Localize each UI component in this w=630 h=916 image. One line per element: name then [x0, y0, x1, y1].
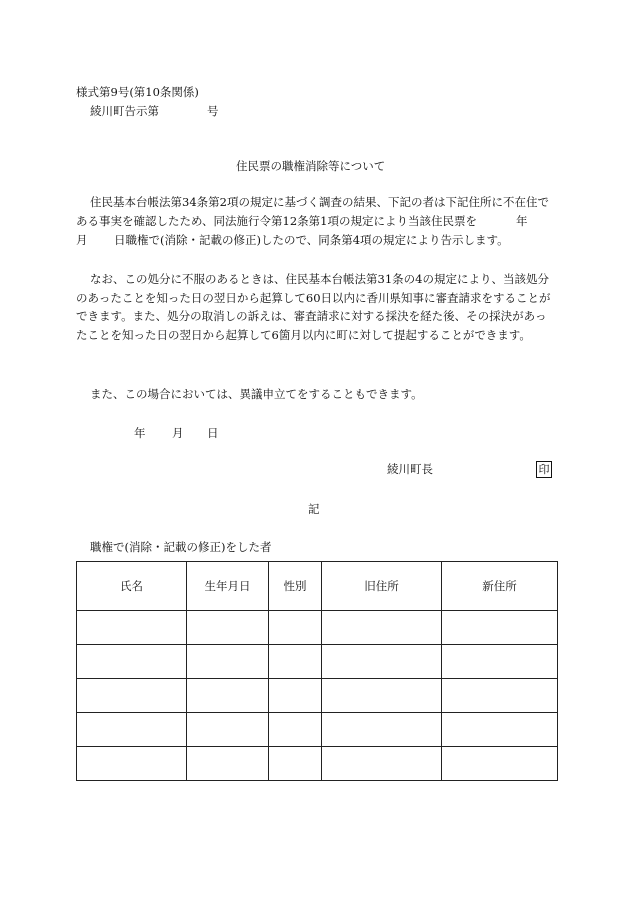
paragraph-1-line-2: ある事実を確認したため、同法施行令第12条第1項の規定により当該住民票を [76, 214, 477, 228]
table-cell [322, 747, 442, 781]
column-header-gender: 性別 [269, 562, 322, 611]
table-cell [442, 713, 558, 747]
table-cell [77, 747, 187, 781]
column-header-new-address: 新住所 [442, 562, 558, 611]
column-header-name: 氏名 [77, 562, 187, 611]
records-table [76, 561, 558, 781]
table-cell [322, 611, 442, 645]
table-cell [269, 645, 322, 679]
paragraph-1-year: 年 [516, 214, 528, 228]
table-cell [322, 679, 442, 713]
date-year: 年 [134, 426, 146, 440]
table-cell [442, 611, 558, 645]
table-cell [322, 645, 442, 679]
table-caption: 職権で(消除・記載の修正)をした者 [90, 540, 272, 554]
paragraph-1-month: 月 [76, 233, 88, 247]
table-cell [77, 713, 187, 747]
page-title: 住民票の職権消除等について [236, 159, 386, 173]
table-cell [187, 645, 269, 679]
column-header-old-address: 旧住所 [322, 562, 442, 611]
table-cell [269, 611, 322, 645]
table-row [77, 645, 558, 679]
table-cell [442, 747, 558, 781]
table-cell [269, 747, 322, 781]
table-cell [322, 713, 442, 747]
seal-mark: 印 [536, 461, 552, 478]
table-cell [187, 713, 269, 747]
paragraph-3: また、この場合においては、異議申立てをすることもできます。 [90, 387, 423, 401]
table-row [77, 679, 558, 713]
table-header-row [77, 562, 558, 611]
table-cell [269, 679, 322, 713]
table-cell [442, 679, 558, 713]
column-header-birthdate: 生年月日 [187, 562, 269, 611]
table-row [77, 713, 558, 747]
table-cell [442, 645, 558, 679]
paragraph-2: なお、この処分に不服のあるときは、住民基本台帳法第31条の4の規定により、当該処分のあったことを知った日の翌日から起算して60日以内に香川県知事に審査請求をすることができます。また、処分の取消しの訴えは、審査請求に対する採決を経た後、その採決があったことを知った日の翌日から起算して6箇月以内に町に対して提起することができます。 [76, 272, 551, 342]
table-row [77, 611, 558, 645]
notice-number-suffix: 号 [207, 104, 219, 118]
table-cell [77, 611, 187, 645]
table-cell [269, 713, 322, 747]
paragraph-1-line-3: 日職権で(消除・記載の修正)したので、同条第4項の規定により告示します。 [114, 233, 509, 247]
table-cell [187, 747, 269, 781]
table-cell [187, 679, 269, 713]
paragraph-1-line-1: 住民基本台帳法第34条第2項の規定に基づく調査の結果、下記の者は下記住所に不在住で [90, 195, 549, 209]
record-heading: 記 [308, 502, 320, 516]
table-row [77, 747, 558, 781]
mayor-title: 綾川町長 [387, 462, 433, 476]
notice-number-label: 綾川町告示第 [90, 104, 159, 118]
form-number: 様式第9号(第10条関係) [76, 85, 199, 99]
date-day: 日 [207, 426, 219, 440]
table-cell [77, 679, 187, 713]
table-cell [187, 611, 269, 645]
table-cell [77, 645, 187, 679]
date-month: 月 [172, 426, 184, 440]
